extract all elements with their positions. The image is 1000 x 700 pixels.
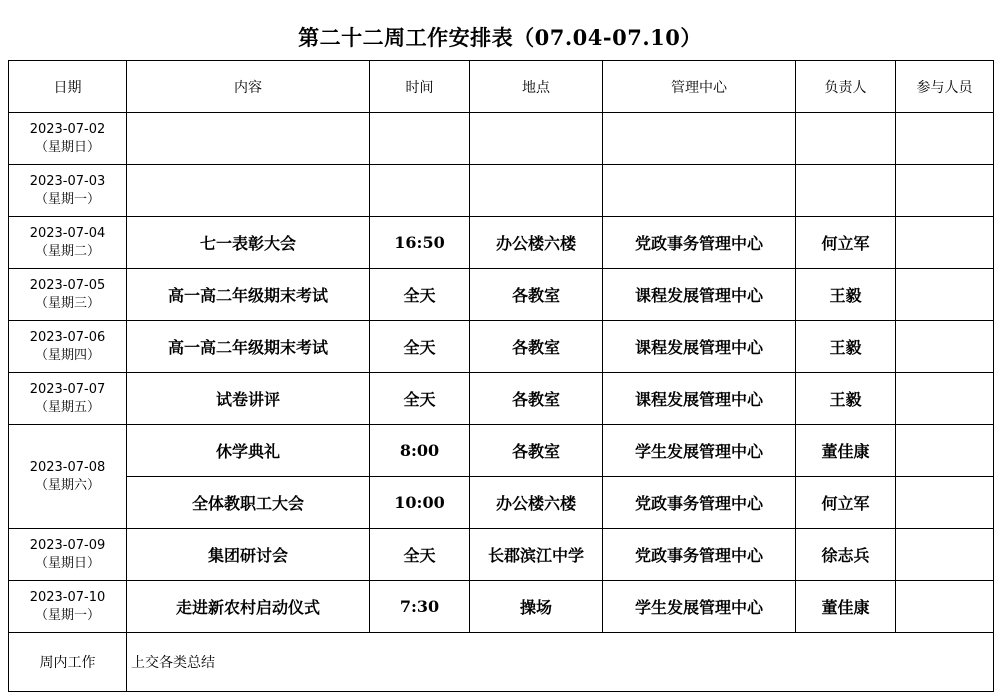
header-center: 管理中心 — [603, 61, 796, 113]
header-date: 日期 — [9, 61, 127, 113]
schedule-table — [8, 60, 994, 692]
footer-row — [9, 633, 994, 692]
table-row — [9, 477, 994, 529]
event-participants — [896, 165, 994, 217]
event-center: 党政事务管理中心 — [603, 217, 796, 269]
event-center — [603, 165, 796, 217]
event-owner: 何立军 — [796, 217, 896, 269]
event-owner — [796, 113, 896, 165]
header-row — [9, 61, 994, 113]
event-content: 集团研讨会 — [127, 529, 370, 581]
event-time: 7:30 — [370, 581, 470, 633]
footer-text: 上交各类总结 — [127, 633, 994, 692]
event-owner: 王毅 — [796, 269, 896, 321]
date-cell — [9, 425, 127, 529]
page-title: 第二十二周工作安排表（07.04-07.10） — [298, 25, 702, 50]
table-row — [9, 113, 994, 165]
event-center: 课程发展管理中心 — [603, 269, 796, 321]
event-place: 各教室 — [470, 425, 603, 477]
event-time: 10:00 — [370, 477, 470, 529]
weekday-text: （星期一） — [34, 607, 100, 623]
event-content: 高一高二年级期末考试 — [127, 321, 370, 373]
date-text: 2023-07-08 — [29, 459, 106, 475]
event-place: 办公楼六楼 — [470, 477, 603, 529]
event-participants — [896, 477, 994, 529]
table-row — [9, 217, 994, 269]
date-text: 2023-07-04 — [29, 225, 106, 241]
event-participants — [896, 269, 994, 321]
event-time — [370, 113, 470, 165]
table-row — [9, 529, 994, 581]
date-cell — [9, 529, 127, 581]
event-center: 学生发展管理中心 — [603, 581, 796, 633]
event-owner: 王毅 — [796, 321, 896, 373]
event-owner — [796, 165, 896, 217]
event-content: 休学典礼 — [127, 425, 370, 477]
event-content: 试卷讲评 — [127, 373, 370, 425]
event-time: 全天 — [370, 373, 470, 425]
table-row — [9, 321, 994, 373]
date-text: 2023-07-07 — [29, 381, 106, 397]
date-cell — [9, 373, 127, 425]
event-participants — [896, 373, 994, 425]
event-owner: 徐志兵 — [796, 529, 896, 581]
weekday-text: （星期二） — [34, 243, 100, 259]
weekday-text: （星期四） — [34, 347, 100, 363]
event-owner: 董佳康 — [796, 581, 896, 633]
event-content: 高一高二年级期末考试 — [127, 269, 370, 321]
date-cell — [9, 217, 127, 269]
event-participants — [896, 217, 994, 269]
date-cell — [9, 165, 127, 217]
table-row — [9, 425, 994, 477]
event-center: 党政事务管理中心 — [603, 529, 796, 581]
event-time: 全天 — [370, 269, 470, 321]
event-time: 16:50 — [370, 217, 470, 269]
header-owner: 负责人 — [796, 61, 896, 113]
event-owner: 王毅 — [796, 373, 896, 425]
event-content — [127, 165, 370, 217]
date-text: 2023-07-10 — [29, 589, 106, 605]
event-place: 各教室 — [470, 321, 603, 373]
event-place — [470, 165, 603, 217]
weekday-text: （星期一） — [34, 191, 100, 207]
weekday-text: （星期日） — [34, 555, 100, 571]
header-participants: 参与人员 — [896, 61, 994, 113]
event-content — [127, 113, 370, 165]
weekday-text: （星期五） — [34, 399, 100, 415]
event-content: 全体教职工大会 — [127, 477, 370, 529]
event-content: 七一表彰大会 — [127, 217, 370, 269]
date-text: 2023-07-06 — [29, 329, 106, 345]
event-participants — [896, 529, 994, 581]
weekday-text: （星期三） — [34, 295, 100, 311]
weekday-text: （星期六） — [34, 477, 100, 493]
weekday-text: （星期日） — [34, 139, 100, 155]
event-time: 全天 — [370, 529, 470, 581]
event-center — [603, 113, 796, 165]
schedule-body — [9, 113, 994, 633]
header-content: 内容 — [127, 61, 370, 113]
event-place: 各教室 — [470, 373, 603, 425]
table-row — [9, 165, 994, 217]
event-place: 各教室 — [470, 269, 603, 321]
date-text: 2023-07-02 — [29, 121, 106, 137]
table-row — [9, 581, 994, 633]
footer-label: 周内工作 — [9, 633, 127, 692]
date-text: 2023-07-03 — [29, 173, 106, 189]
event-participants — [896, 113, 994, 165]
event-center: 课程发展管理中心 — [603, 373, 796, 425]
date-cell — [9, 113, 127, 165]
table-row — [9, 269, 994, 321]
date-cell — [9, 581, 127, 633]
event-participants — [896, 321, 994, 373]
event-place: 操场 — [470, 581, 603, 633]
date-cell — [9, 321, 127, 373]
event-center: 学生发展管理中心 — [603, 425, 796, 477]
header-time: 时间 — [370, 61, 470, 113]
event-time: 全天 — [370, 321, 470, 373]
table-row — [9, 373, 994, 425]
event-center: 党政事务管理中心 — [603, 477, 796, 529]
header-place: 地点 — [470, 61, 603, 113]
event-place: 长郡滨江中学 — [470, 529, 603, 581]
event-owner: 董佳康 — [796, 425, 896, 477]
event-center: 课程发展管理中心 — [603, 321, 796, 373]
event-time: 8:00 — [370, 425, 470, 477]
event-place: 办公楼六楼 — [470, 217, 603, 269]
event-owner: 何立军 — [796, 477, 896, 529]
event-participants — [896, 581, 994, 633]
date-cell — [9, 269, 127, 321]
date-text: 2023-07-09 — [29, 537, 106, 553]
event-content: 走进新农村启动仪式 — [127, 581, 370, 633]
event-time — [370, 165, 470, 217]
event-participants — [896, 425, 994, 477]
date-text: 2023-07-05 — [29, 277, 106, 293]
event-place — [470, 113, 603, 165]
